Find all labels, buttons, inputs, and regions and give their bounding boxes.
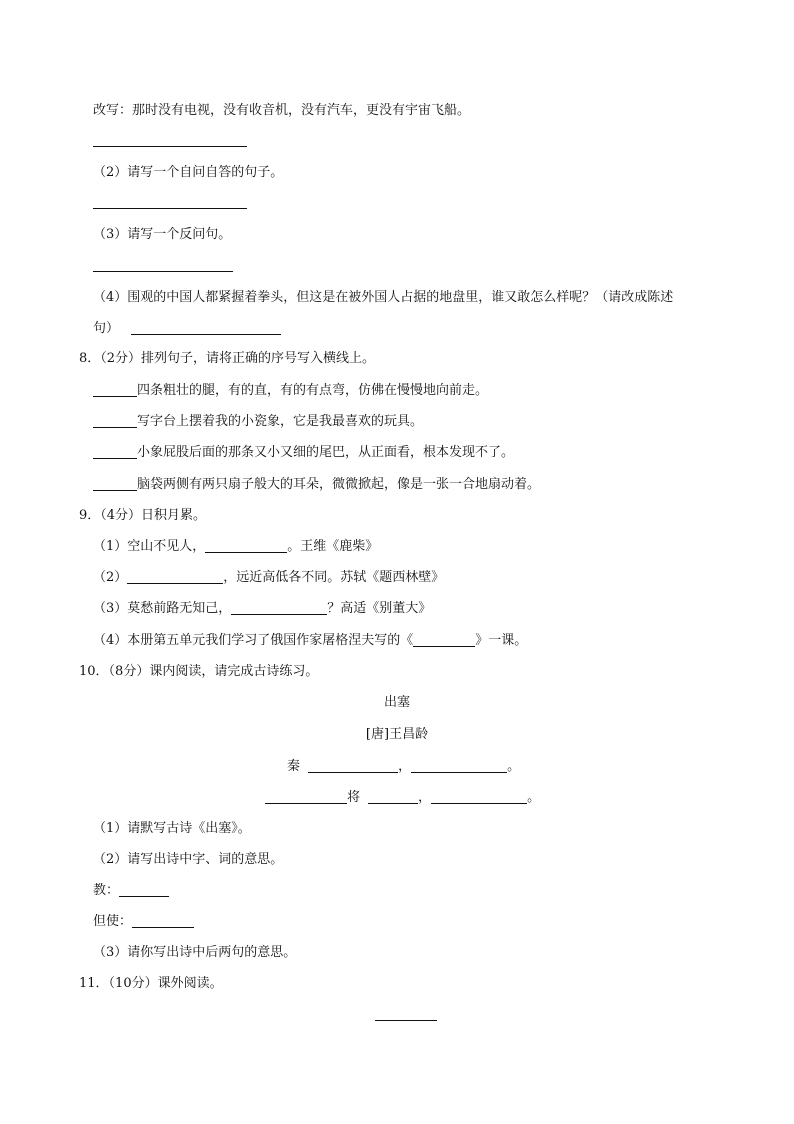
answer-line-rewrite[interactable] — [93, 146, 247, 147]
poem-blank-1[interactable] — [205, 539, 287, 553]
poem-line-2-comma: ， — [418, 790, 432, 805]
q8-item-4-text: 脑袋两侧有两只扇子般大的耳朵，微微掀起，像是一张一合地扇动着。 — [137, 477, 541, 492]
q10-part-2: （2）请写出诗中字、词的意思。 — [93, 852, 284, 867]
poem-author: [唐]王昌龄 — [365, 727, 429, 742]
poem-title: 出塞 — [383, 695, 410, 710]
q9-item-1-post: 。王维《鹿柴》 — [287, 539, 379, 554]
q7-part-4-line1: （4）围观的中国人都紧握着拳头，但这是在被外国人占据的地盘里，谁又敢怎么样呢？（请改成陈述 — [93, 290, 674, 305]
answer-line-q7-3[interactable] — [93, 271, 233, 272]
q9-item-2 — [93, 569, 444, 587]
q10-title: 10．（8分）课内阅读，请完成古诗练习。 — [79, 664, 319, 679]
q8-item-1-text: 四条粗壮的腿，有的直，有的有点弯，仿佛在慢慢地向前走。 — [137, 383, 489, 398]
passage-title-blank[interactable] — [375, 1020, 437, 1021]
q8-item-2-text: 写字台上摆着我的小瓷象，它是我最喜欢的玩具。 — [137, 414, 424, 429]
answer-line-q7-4[interactable] — [131, 321, 281, 335]
q9-item-3-pre: （3）莫愁前路无知己， — [93, 601, 232, 616]
order-blank-2[interactable] — [93, 414, 137, 428]
q9-item-4 — [93, 632, 527, 650]
word-jiao — [93, 882, 169, 900]
poem-line-2-char: 将 — [347, 790, 361, 805]
poem-line-1-period: 。 — [507, 759, 521, 774]
q10-part-1: （1）请默写古诗《出塞》。 — [93, 821, 251, 836]
poem-blank-2[interactable] — [127, 570, 223, 584]
order-blank-1[interactable] — [93, 383, 137, 397]
order-blank-3[interactable] — [93, 445, 137, 459]
poem-line-2-period: 。 — [527, 790, 541, 805]
q9-item-3-post: ？高适《别董大》 — [327, 601, 432, 616]
q9-item-1 — [93, 538, 378, 556]
order-blank-4[interactable] — [93, 477, 137, 491]
rewrite-sentence: 改写：那时没有电视，没有收音机，没有汽车，更没有宇宙飞船。 — [93, 103, 471, 118]
q7-part-3: （3）请写一个反问句。 — [93, 227, 232, 242]
poem-line-2-blank-c[interactable] — [431, 790, 527, 804]
q8-item-3 — [93, 444, 514, 462]
word-danshi-blank[interactable] — [132, 914, 194, 928]
poem-line-1-blank-a[interactable] — [308, 759, 398, 773]
poem-line-1-comma: ， — [398, 759, 412, 774]
word-danshi-label: 但使： — [93, 914, 133, 929]
poem-line-1 — [287, 758, 520, 776]
poem-line-2-blank-b[interactable] — [368, 790, 418, 804]
poem-blank-3[interactable] — [231, 601, 327, 615]
q9-item-3 — [93, 600, 431, 618]
q9-item-4-pre: （4）本册第五单元我们学习了俄国作家屠格涅夫写的《 — [93, 633, 414, 648]
poem-line-2 — [265, 789, 540, 807]
q7-part-2: （2）请写一个自问自答的句子。 — [93, 165, 284, 180]
q9-item-1-pre: （1）空山不见人， — [93, 539, 206, 554]
word-jiao-blank[interactable] — [119, 883, 169, 897]
q8-item-2 — [93, 413, 423, 431]
q9-item-4-post: 》一课。 — [475, 633, 528, 648]
q9-title: 9．（4分）日积月累。 — [79, 508, 207, 523]
answer-line-q7-2[interactable] — [93, 208, 247, 209]
word-jiao-label: 教： — [93, 883, 120, 898]
q8-item-4 — [93, 476, 540, 494]
q8-item-1 — [93, 382, 488, 400]
q9-item-2-pre: （2） — [93, 570, 128, 585]
q8-title: 8．（2分）排列句子，请将正确的序号写入横线上。 — [79, 351, 376, 366]
q9-item-2-post: ，远近高低各不同。苏轼《题西林壁》 — [223, 570, 445, 585]
q8-item-3-text: 小象屁股后面的那条又小又细的尾巴，从正面看，根本发现不了。 — [137, 445, 515, 460]
word-danshi — [93, 913, 194, 931]
poem-line-1-blank-b[interactable] — [411, 759, 507, 773]
lesson-title-blank[interactable] — [413, 633, 475, 647]
poem-line-2-blank-a[interactable] — [265, 790, 347, 804]
poem-line-1-char: 秦 — [287, 759, 301, 774]
q10-part-3: （3）请你写出诗中后两句的意思。 — [93, 945, 297, 960]
q7-part-4-line2 — [93, 320, 281, 338]
q7-part-4-suffix: 句） — [93, 321, 120, 336]
q11-title: 11．（10分）课外阅读。 — [79, 976, 223, 991]
